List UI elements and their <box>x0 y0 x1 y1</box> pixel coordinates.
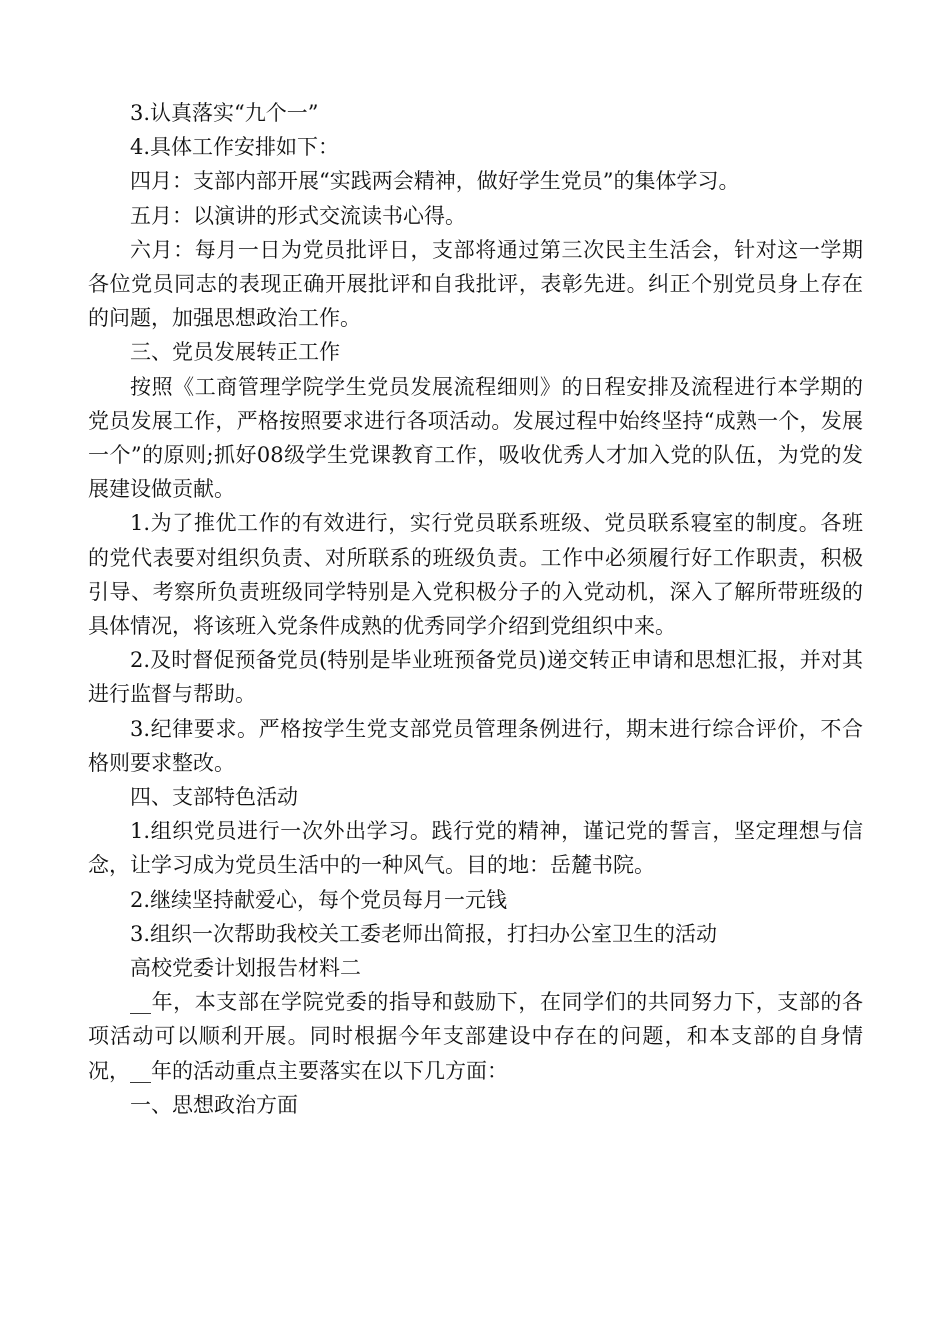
paragraph-june: 六月：每月一日为党员批评日，支部将通过第三次民主生活会，针对这一学期各位党员同志的表现正确开展批评和自我批评，表彰先进。纠正个别党员身上存在的问题，加强思想政治工作。 <box>88 237 863 331</box>
paragraph-item-1-recommendation: 1.为了推优工作的有效进行，实行党员联系班级、党员联系寝室的制度。各班的党代表要对组织负责、对所联系的班级负责。工作中必须履行好工作职责，积极引导、考察所负责班级同学特别是入党积极分子的入党动机，深入了解所带班级的具体情况，将该班入党条件成熟的优秀同学介绍到党组织中来。 <box>88 511 863 639</box>
paragraph-may: 五月：以演讲的形式交流读书心得。 <box>130 203 466 228</box>
section-heading-ideology: 一、思想政治方面 <box>130 1092 298 1117</box>
paragraph-development-rules: 按照《工商管理学院学生党员发展流程细则》的日程安排及流程进行本学期的党员发展工作，严格按照要求进行各项活动。发展过程中始终坚持“成熟一个，发展一个”的原则;抓好08级学生党课教育工作，吸收优秀人才加入党的队伍，为党的发展建设做贡献。 <box>88 374 863 502</box>
section-heading-member-development: 三、党员发展转正工作 <box>130 340 340 365</box>
document-page <box>88 96 863 1122</box>
section-heading-featured-activities: 四、支部特色活动 <box>130 785 298 810</box>
paragraph-year-overview: __年，本支部在学院党委的指导和鼓励下，在同学们的共同努力下，支部的各项活动可以顺利开展。同时根据今年支部建设中存在的问题，和本支部的自身情况，__年的活动重点主要落实在以下几方面： <box>88 990 863 1083</box>
paragraph-item-2-probationary: 2.及时督促预备党员(特别是毕业班预备党员)递交转正申请和思想汇报，并对其进行监督与帮助。 <box>88 648 863 707</box>
paragraph-item-3-nine-ones: 3.认真落实“九个一” <box>130 101 319 125</box>
paragraph-activity-2-donation: 2.继续坚持献爱心，每个党员每月一元钱 <box>130 887 508 912</box>
paragraph-april: 四月：支部内部开展“实践两会精神，做好学生党员”的集体学习。 <box>130 169 740 194</box>
paragraph-item-4-work-arrangement: 4.具体工作安排如下： <box>130 135 340 160</box>
paragraph-item-3-discipline: 3.纪律要求。严格按学生党支部党员管理条例进行，期末进行综合评价，不合格则要求整改。 <box>88 716 863 775</box>
paragraph-activity-3-help: 3.组织一次帮助我校关工委老师出简报，打扫办公室卫生的活动 <box>130 921 718 946</box>
document-subtitle-material-two: 高校党委计划报告材料二 <box>130 956 361 981</box>
paragraph-activity-1-outing: 1.组织党员进行一次外出学习。践行党的精神，谨记党的誓言，坚定理想与信念，让学习成为党员生活中的一种风气。目的地：岳麓书院。 <box>88 819 863 878</box>
